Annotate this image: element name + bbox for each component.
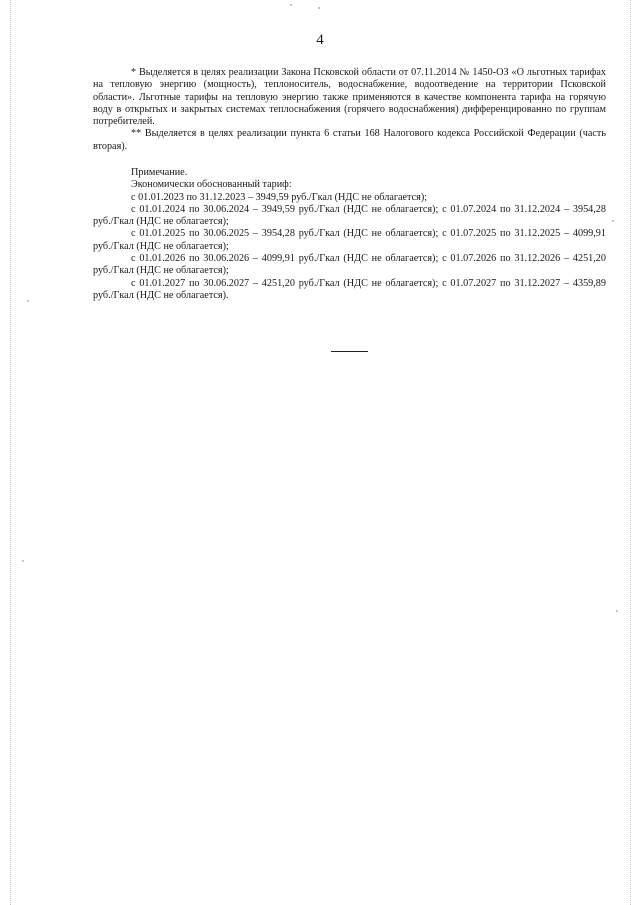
- tariff-line: с 01.01.2025 по 30.06.2025 – 3954,28 руб./Гкал (НДС не облагается); с 01.07.2025 по 31.12.2025 – 4099,91 руб./Гкал (НДС не облагается);: [93, 228, 606, 252]
- note-section: [93, 167, 606, 302]
- tariff-line: с 01.01.2023 по 31.12.2023 – 3949,59 руб./Гкал (НДС не облагается);: [131, 191, 428, 203]
- note-heading: Примечание.: [131, 167, 188, 178]
- scan-speck: [612, 220, 614, 222]
- footnotes: [93, 67, 606, 153]
- scan-speck: [616, 610, 618, 612]
- footnote-single-asterisk: * Выделяется в целях реализации Закона Псковской области от 07.11.2014 № 1450-ОЗ «О льготных тарифах на тепловую энергию (мощность), теплоноситель, водоснабжение, водоотведение на территории Псковской области». Льготные тарифы на тепловую энергию также применяются в качестве компонента тарифа на горячую воду в открытых и закрытых системах теплоснабжения (горячего водоснабжения) дифференцированно по группам потребителей.: [93, 67, 606, 128]
- tariff-line: с 01.01.2027 по 30.06.2027 – 4251,20 руб./Гкал (НДС не облагается); с 01.07.2027 по 31.12.2027 – 4359,89 руб./Гкал (НДС не облагается).: [93, 277, 606, 301]
- scan-edge-left: [10, 0, 12, 905]
- note-subheading: Экономически обоснованный тариф:: [131, 179, 292, 191]
- tariff-line: с 01.01.2026 по 30.06.2026 – 4099,91 руб./Гкал (НДС не облагается); с 01.07.2026 по 31.12.2026 – 4251,20 руб./Гкал (НДС не облагается);: [93, 253, 606, 277]
- scan-edge-right: [630, 0, 632, 905]
- scan-speck: [318, 7, 320, 9]
- footnote-double-asterisk: ** Выделяется в целях реализации пункта 6 статьи 168 Налогового кодекса Российской Федерации (часть вторая).: [93, 128, 606, 152]
- end-separator-line: [331, 351, 368, 352]
- scan-speck: [290, 4, 292, 6]
- scan-speck: [22, 560, 24, 562]
- page-number: 4: [316, 32, 324, 48]
- scan-speck: [27, 300, 29, 302]
- tariff-line: с 01.01.2024 по 30.06.2024 – 3949,59 руб./Гкал (НДС не облагается); с 01.07.2024 по 31.12.2024 – 3954,28 руб./Гкал (НДС не облагается);: [93, 203, 606, 228]
